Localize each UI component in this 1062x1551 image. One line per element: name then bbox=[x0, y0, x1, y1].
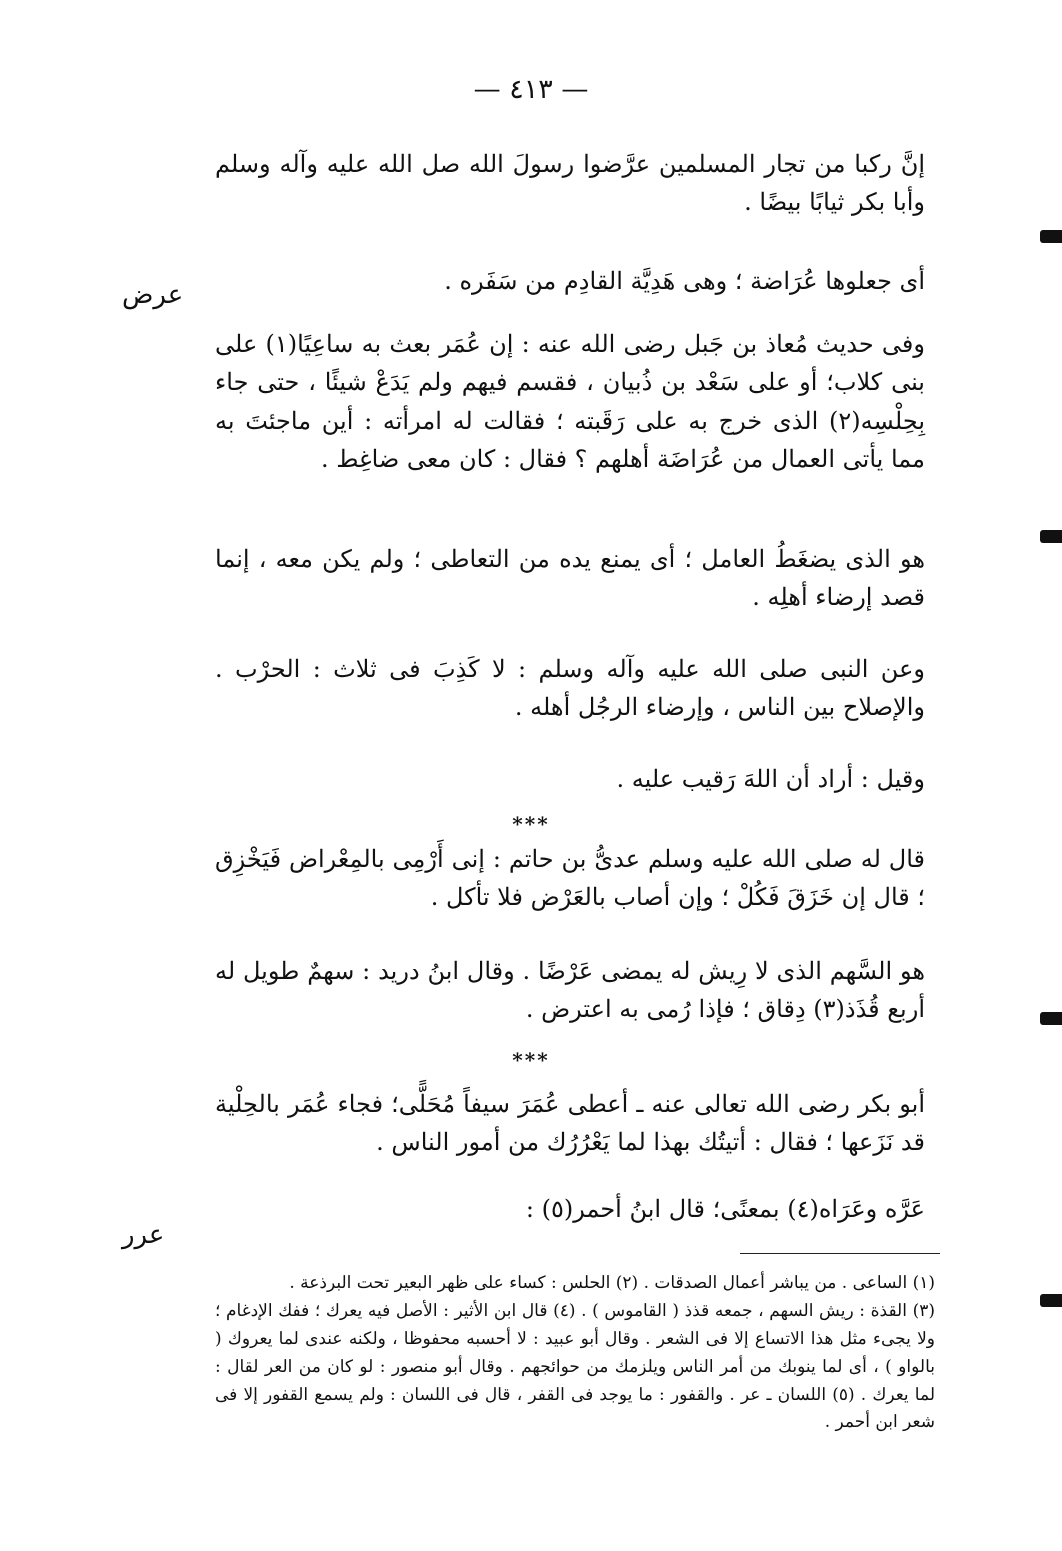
paragraph-10: عَرَّه وعَرَاه(٤) بمعنًى؛ قال ابنُ أحمر(٥) : bbox=[525, 1195, 925, 1223]
paragraph-2: أى جعلوها عُرَاضة ؛ وهى هَدِيَّة القادِم من سَفَره . bbox=[444, 267, 925, 295]
footnote-line: (٣) القذة : ريش السهم ، جمعه قذذ ( القاموس ) . (٤) قال ابن الأثير : الأصل فيه يعرك ؛ ففك الإدغام ؛ ولا يجىء مثل هذا الاتساع إلا فى الشعر . وقال أبو عبيد : لا أحسبه محفوظا ، ولكنه عندى لما يعروك ( بالواو ) ، أى لما ينوبك من أمر الناس ويلزمك من حوائجهم . وقال أبو منصور : لو كان من العر لقال : لما يعرك . (٥) اللسان ـ عر . والقفور : ما يوجد فى القفر ، قال فى اللسان : ولم يسمع القفور إلا فى شعر ابن أحمر . bbox=[215, 1300, 935, 1433]
paragraph-6: وقيل : أراد أن اللهَ رَقيب عليه . bbox=[616, 765, 925, 793]
paragraph-3: وفى حديث مُعاذ بن جَبل رضى الله عنه : إن عُمَر بعث به ساعِيًا(١) على بنى كلاب؛ أو على سَعْد بن ذُبيان ، فقسم فيهم ولم يَدَعْ شيئًا ، حتى جاء بِحِلْسِه(٢) الذى خرج به على رَقَبته ؛ فقالت له امرأته : أين ماجئتَ به مما يأتى العمال من عُرَاضَة أهلهم ؟ فقال : كان معى ضاغِط . bbox=[215, 330, 925, 474]
section-separator-1: *** bbox=[512, 812, 550, 836]
paragraph-8: هو السَّهم الذى لا رِيش له يمضى عَرْضًا . وقال ابنُ دريد : سهمٌ طويل له أربع قُذَذ(٣) دِقاق ؛ فإذا رُمى به اعترض . bbox=[215, 957, 926, 1024]
footnote-divider bbox=[740, 1253, 940, 1254]
edge-scan-mark bbox=[1040, 1012, 1062, 1025]
root-word-arr: عرر bbox=[122, 1220, 165, 1250]
edge-scan-mark bbox=[1040, 1294, 1062, 1307]
paragraph-1: إنَّ ركبا من تجار المسلمين عرَّضوا رسولَ الله صل الله عليه وآله وسلم وأبا بكر ثيابًا بيضًا . bbox=[215, 150, 925, 217]
edge-scan-mark bbox=[1040, 230, 1062, 243]
page-number: — ٤١٣ — bbox=[473, 74, 589, 105]
section-separator-2: *** bbox=[512, 1048, 550, 1072]
footnote-line: (١) الساعى . من يباشر أعمال الصدقات . (٢) الحلس : كساء على ظهر البعير تحت البرذعة . bbox=[289, 1273, 935, 1293]
footnotes bbox=[215, 1270, 935, 1437]
paragraph-4: هو الذى يضغَطُ العامل ؛ أى يمنع يده من التعاطى ؛ ولم يكن معه ، إنما قصد إرضاء أهلِه . bbox=[215, 545, 925, 612]
edge-scan-mark bbox=[1040, 530, 1062, 543]
paragraph-7: قال له صلى الله عليه وسلم عدىُّ بن حاتم : إنى أَرْمِى بالمِعْراض فَيَخْزِق ؛ قال إن خَزَقَ فَكُلْ ؛ وإن أصاب بالعَرْض فلا تأكل . bbox=[215, 845, 925, 912]
paragraph-5: وعن النبى صلى الله عليه وآله وسلم : لا كَذِبَ فى ثلاث : الحرْب . والإصلاح بين الناس ، وإرضاء الرجُل أهله . bbox=[215, 655, 925, 722]
paragraph-9: أبو بكر رضى الله تعالى عنه ـ أعطى عُمَرَ سيفاً مُحَلًّى؛ فجاء عُمَر بالحِلْية قد نَزَعها ؛ فقال : أتيتُك بهذا لما يَعْرُرُك من أمور الناس . bbox=[215, 1090, 925, 1157]
root-word-ard: عرض bbox=[122, 280, 184, 310]
